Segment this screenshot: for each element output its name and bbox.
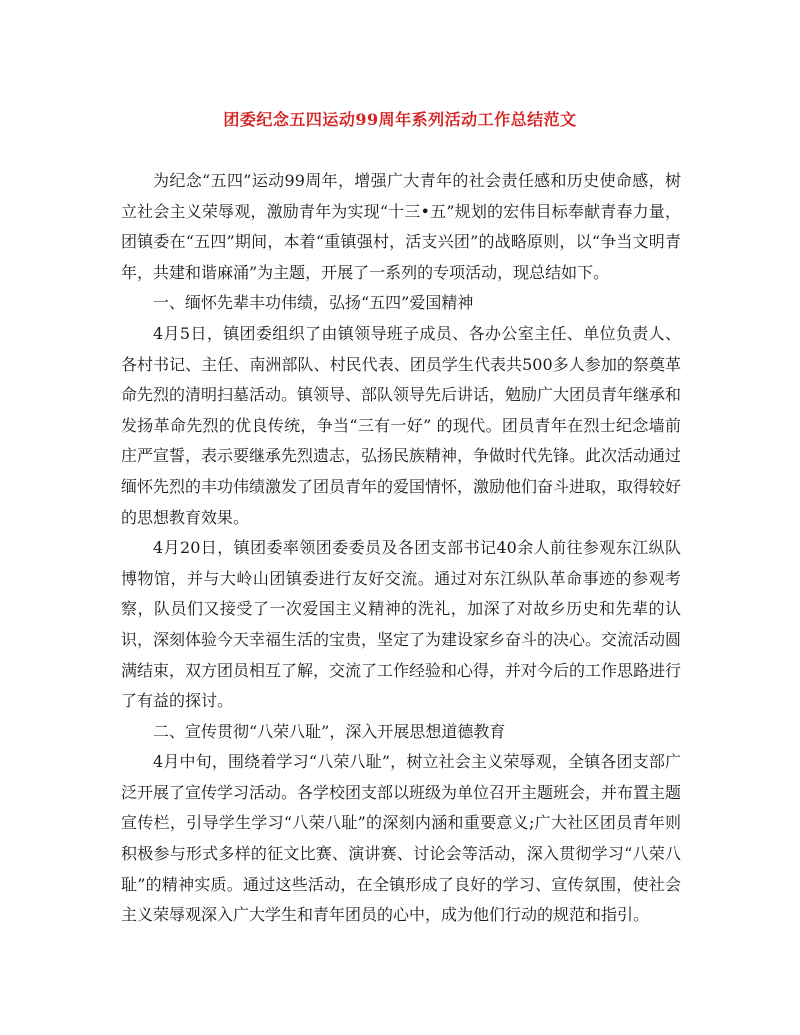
intro-paragraph: 为纪念“五四”运动99周年，增强广大青年的社会责任感和历史使命感，树立社会主义荣辱观，激励青年为实现“十三•五”规划的宏伟目标奉献青春力量，团镇委在“五四”期间，本着“重镇强村，活支兴团”的战略原则，以“争当文明青年，共建和谐麻涌”为主题，开展了一系列的专项活动，现总结如下。 [121, 171, 681, 282]
section-heading-2: 二、宣传贯彻“八荣八耻”，深入开展思想道德教育 [153, 721, 506, 741]
document-title: 团委纪念五四运动99周年系列活动工作总结范文 [223, 110, 577, 129]
body-paragraph: 4月5日，镇团委组织了由镇领导班子成员、各办公室主任、单位负责人、各村书记、主任、南洲部队、村民代表、团员学生代表共500多人参加的祭奠革命先烈的清明扫墓活动。镇领导、部队领导先后讲话，勉励广大团员青年继承和发扬革命先烈的优良传统，争当“三有一好” 的现代。团员青年在烈士纪念墙前庄严宣誓，表示要继承先烈遗志，弘扬民族精神，争做时代先锋。此次活动通过缅怀先烈的丰功伟绩激发了团员青年的爱国情怀，激励他们奋斗进取，取得较好的思想教育效果。 [121, 323, 682, 527]
document-body [121, 166, 681, 931]
body-paragraph: 4月中旬，围绕着学习“八荣八耻”，树立社会主义荣辱观，全镇各团支部广泛开展了宣传学习活动。各学校团支部以班级为单位召开主题班会，并布置主题宣传栏，引导学生学习“八荣八耻”的深刻内涵和重要意义;广大社区团员青年则积极参与形式多样的征文比赛、演讲赛、讨论会等活动，深入贯彻学习“八荣八耻”的精神实质。通过这些活动，在全镇形成了良好的学习、宣传氛围，使社会主义荣辱观深入广大学生和青年团员的心中，成为他们行动的规范和指引。 [121, 752, 682, 925]
section-heading-1: 一、缅怀先辈丰功伟绩，弘扬“五四”爱国精神 [153, 293, 474, 313]
body-paragraph: 4月20日，镇团委率领团委委员及各团支部书记40余人前往参观东江纵队博物馆，并与大岭山团镇委进行友好交流。通过对东江纵队革命事迹的参观考察，队员们又接受了一次爱国主义精神的洗礼，加深了对故乡历史和先辈的认识，深刻体验今天幸福生活的宝贵，坚定了为建设家乡奋斗的决心。交流活动圆满结束，双方团员相互了解，交流了工作经验和心得，并对今后的工作思路进行了有益的探讨。 [121, 538, 682, 711]
